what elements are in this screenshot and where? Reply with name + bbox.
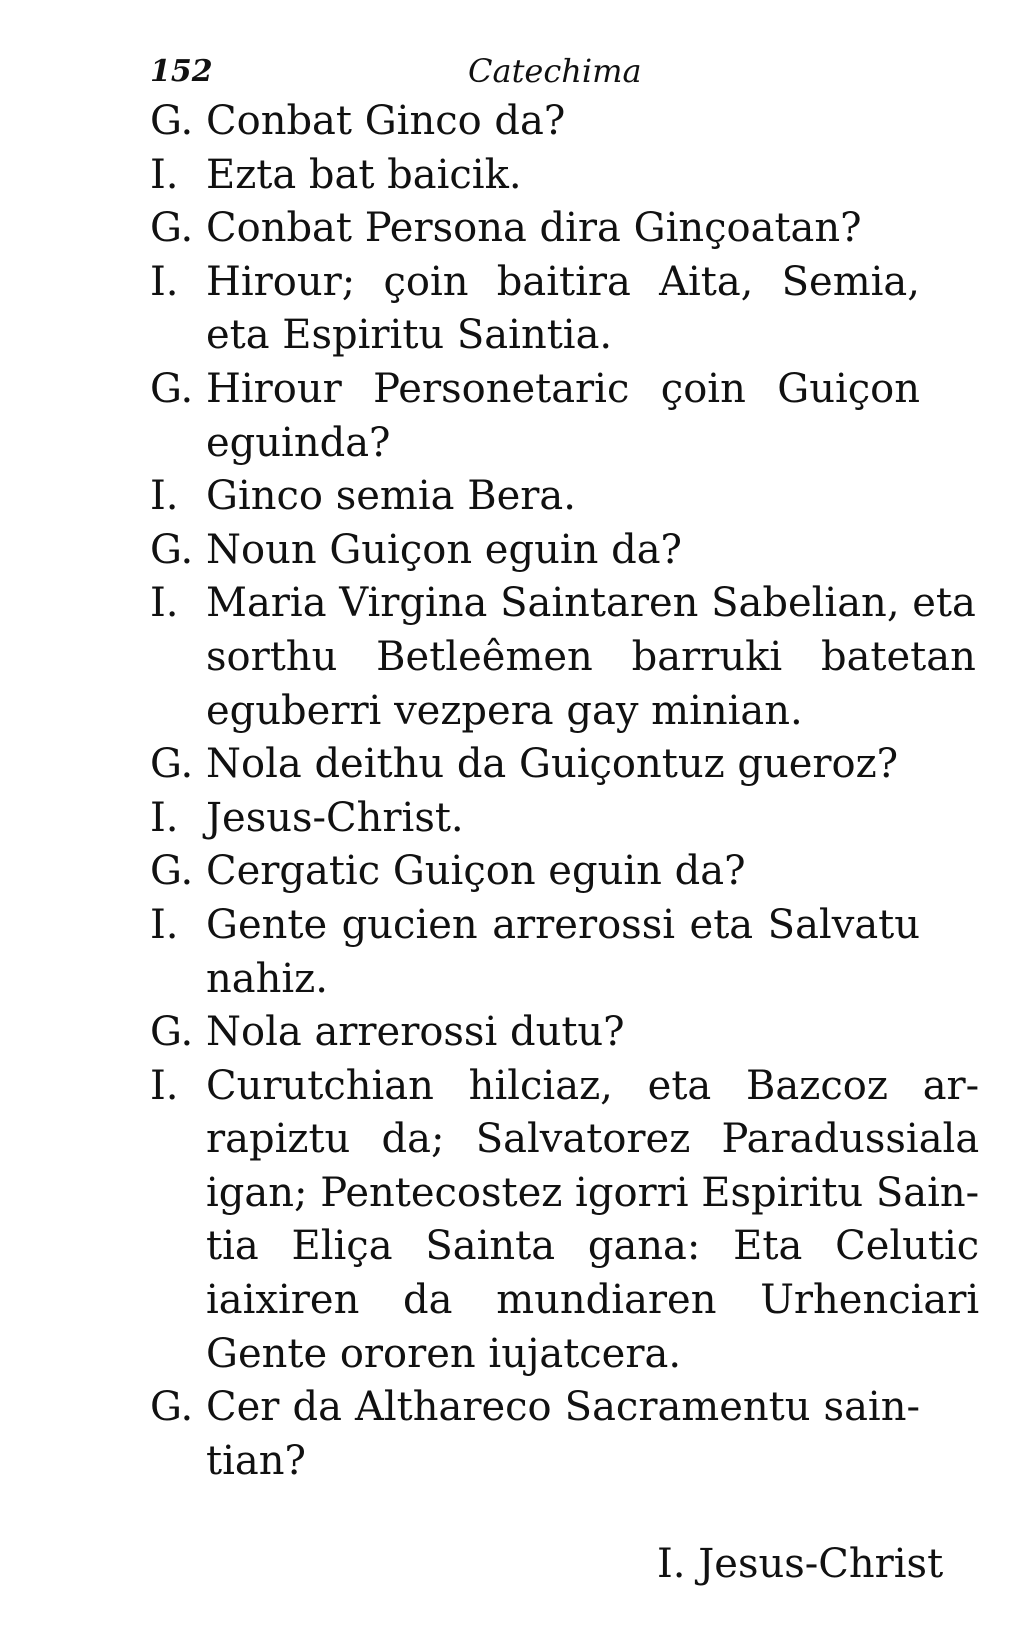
entry-text [206,363,920,470]
speaker-label: I. [150,901,179,948]
text-line: iaixiren da mundiaren Urhenciari [206,1277,980,1324]
text-line: eguinda? [206,419,391,466]
entry-text [206,256,920,363]
dialogue-entry [150,899,920,1006]
entry-text [206,792,920,846]
speaker-label: I. [150,473,179,520]
entry-text [206,95,920,149]
dialogue-entry [150,363,920,470]
text-line: eguberri vezpera gay minian. [206,687,803,734]
speaker-label: G. [150,848,194,895]
text-line: Gente gucien arrerossi eta Salvatu [206,901,920,948]
dialogue-entry [150,524,920,578]
speaker-label: G. [150,98,194,144]
entry-text [206,202,920,256]
speaker-label: I. [150,258,179,305]
entry-text [206,149,920,203]
text-line: Gente ororen iujatcera. [206,1330,682,1377]
dialogue-entry [150,256,920,363]
page-number: 152 [150,54,213,89]
dialogue-entry [150,577,976,738]
speaker-label: G. [150,365,194,412]
dialogue-entry [150,202,920,256]
speaker-label: G. [150,1009,194,1056]
text-line: eta Espiritu Saintia. [206,312,613,359]
dialogue-entry [150,1381,920,1488]
entry-text [206,738,920,792]
dialogue-entry [150,792,920,846]
text-line: Cer da Althareco Sacramentu sain- [206,1384,920,1431]
text-line: Cergatic Guiçon eguin da? [206,848,746,895]
speaker-label: G. [150,741,194,788]
dialogue-entry [150,738,920,792]
speaker-label: G. [150,526,194,573]
speaker-label: I. [150,151,179,198]
speaker-label: G. [150,205,194,252]
text-line: sorthu Betleêmen barruki batetan [206,633,976,680]
running-title: Catechima [468,52,642,90]
dialogue-entry [150,470,920,524]
text-line: rapiztu da; Salvatorez Paradussiala [206,1116,980,1163]
speaker-label: G. [150,1384,194,1431]
entry-text [206,1006,920,1060]
dialogue-entry [150,149,920,203]
text-line: Maria Virgina Saintaren Sabelian, eta [206,580,976,627]
text-line: Conbat Ginco da? [206,98,566,144]
text-line: igan; Pentecostez igorri Espiritu Sain- [206,1169,980,1216]
entry-text [206,577,976,738]
text-line: Ezta bat baicik. [206,151,522,198]
entry-text [206,524,920,578]
catchword: I. Jesus-Christ [657,1541,944,1587]
text-line: Hirour; çoin baitira Aita, Semia, [206,258,920,305]
dialogue-entry [150,845,920,899]
entry-text [206,470,920,524]
entry-text [206,1060,979,1382]
speaker-label: I. [150,1062,179,1109]
page-header [150,48,910,98]
text-line: Hirour Personetaric çoin Guiçon [206,365,920,412]
catechism-dialogue [150,95,980,1488]
text-line: Nola deithu da Guiçontuz gueroz? [206,741,899,788]
text-line: Ginco semia Bera. [206,473,576,520]
text-line: Jesus-Christ. [206,794,464,841]
dialogue-entry [150,95,920,149]
text-line: tian? [206,1437,306,1484]
text-line: tia Eliça Sainta gana: Eta Celutic [206,1223,980,1270]
entry-text [206,899,920,1006]
entry-text [206,1381,920,1488]
speaker-label: I. [150,794,179,841]
speaker-label: I. [150,580,179,627]
text-line: nahiz. [206,955,328,1002]
entry-text [206,845,920,899]
dialogue-entry [150,1006,920,1060]
text-line: Nola arrerossi dutu? [206,1009,625,1056]
text-line: Curutchian hilciaz, eta Bazcoz ar- [206,1062,980,1109]
dialogue-entry [150,1060,980,1382]
text-line: Noun Guiçon eguin da? [206,526,682,573]
text-line: Conbat Persona dira Ginçoatan? [206,205,862,252]
